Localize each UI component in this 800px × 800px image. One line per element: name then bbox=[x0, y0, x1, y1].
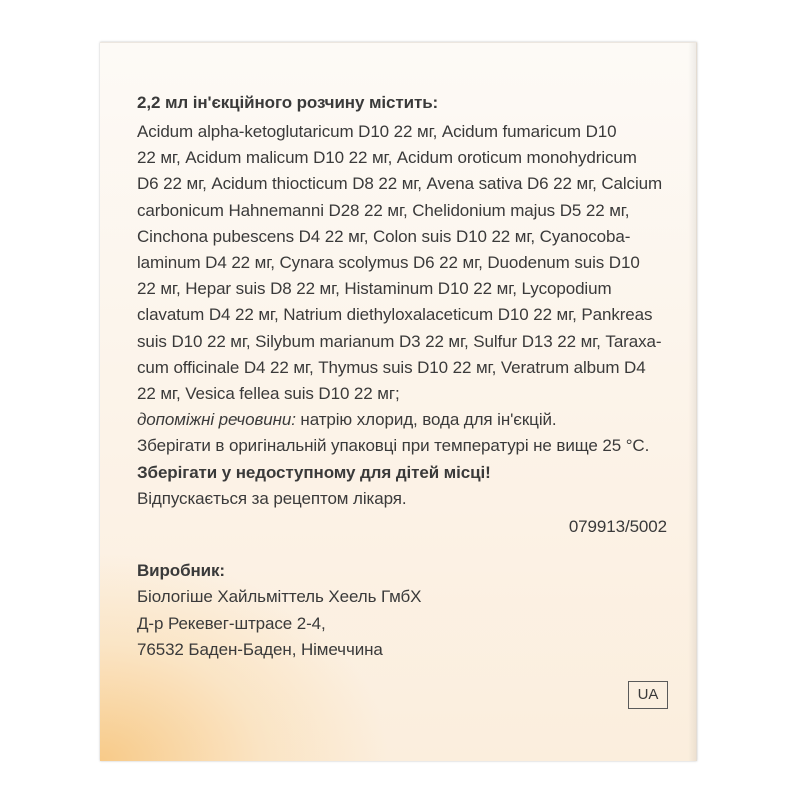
composition-line: carbonicum Hahnemanni D28 22 мг, Chelidonium majus D5 22 мг, bbox=[137, 200, 630, 220]
composition-line: clavatum D4 22 мг, Natrium diethyloxalaceticum D10 22 мг, Pankreas bbox=[137, 305, 653, 325]
composition-heading: 2,2 мл ін'єкційного розчину містить: bbox=[137, 93, 439, 112]
excipients-text: натрію хлорид, вода для ін'єкцій. bbox=[295, 410, 557, 430]
section-spacer bbox=[137, 540, 667, 558]
manufacturer-address-line1: Д-р Рекевег-штрасе 2-4, bbox=[137, 613, 326, 633]
manufacturer-address-line2: 76532 Баден-Баден, Німеччина bbox=[137, 639, 383, 659]
prescription-text: Відпускається за рецептом лікаря. bbox=[137, 488, 407, 508]
manufacturer-name: Біологіше Хайльміттель Хеель ГмбХ bbox=[137, 587, 422, 607]
composition-line: 22 мг, Hepar suis D8 22 мг, Histaminum D10 22 мг, Lycopodium bbox=[137, 279, 612, 299]
package-panel bbox=[100, 42, 697, 761]
country-badge: UA bbox=[628, 681, 668, 709]
excipients-line bbox=[137, 407, 667, 433]
composition-line: cum officinale D4 22 мг, Thymus suis D10 22 мг, Veratrum album D4 bbox=[137, 357, 646, 377]
composition-list bbox=[137, 119, 667, 407]
composition-line: 22 мг, Vesica fellea suis D10 22 мг; bbox=[137, 384, 400, 404]
storage-text: Зберігати в оригінальній упаковці при температурі не вище 25 °С. bbox=[137, 436, 650, 456]
composition-line: 22 мг, Acidum malicum D10 22 мг, Acidum oroticum monohydricum bbox=[137, 148, 637, 168]
composition-line: Cinchona pubescens D4 22 мг, Colon suis D10 22 мг, Cyanocoba- bbox=[137, 226, 631, 246]
manufacturer-label: Виробник: bbox=[137, 561, 225, 581]
composition-line: laminum D4 22 мг, Cynara scolymus D6 22 мг, Duodenum suis D10 bbox=[137, 253, 640, 273]
children-warning: Зберігати у недоступному для дітей місці! bbox=[137, 462, 491, 482]
composition-line: Acidum alpha-ketoglutaricum D10 22 мг, Acidum fumaricum D10 bbox=[137, 122, 617, 141]
label-text-block bbox=[137, 89, 667, 663]
composition-line: D6 22 мг, Acidum thiocticum D8 22 мг, Avena sativa D6 22 мг, Calcium bbox=[137, 174, 663, 194]
excipients-label: допоміжні речовини: bbox=[137, 410, 296, 430]
composition-line: suis D10 22 мг, Silybum marianum D3 22 мг, Sulfur D13 22 мг, Taraxa- bbox=[137, 331, 662, 351]
registration-code: 079913/5002 bbox=[568, 517, 667, 537]
